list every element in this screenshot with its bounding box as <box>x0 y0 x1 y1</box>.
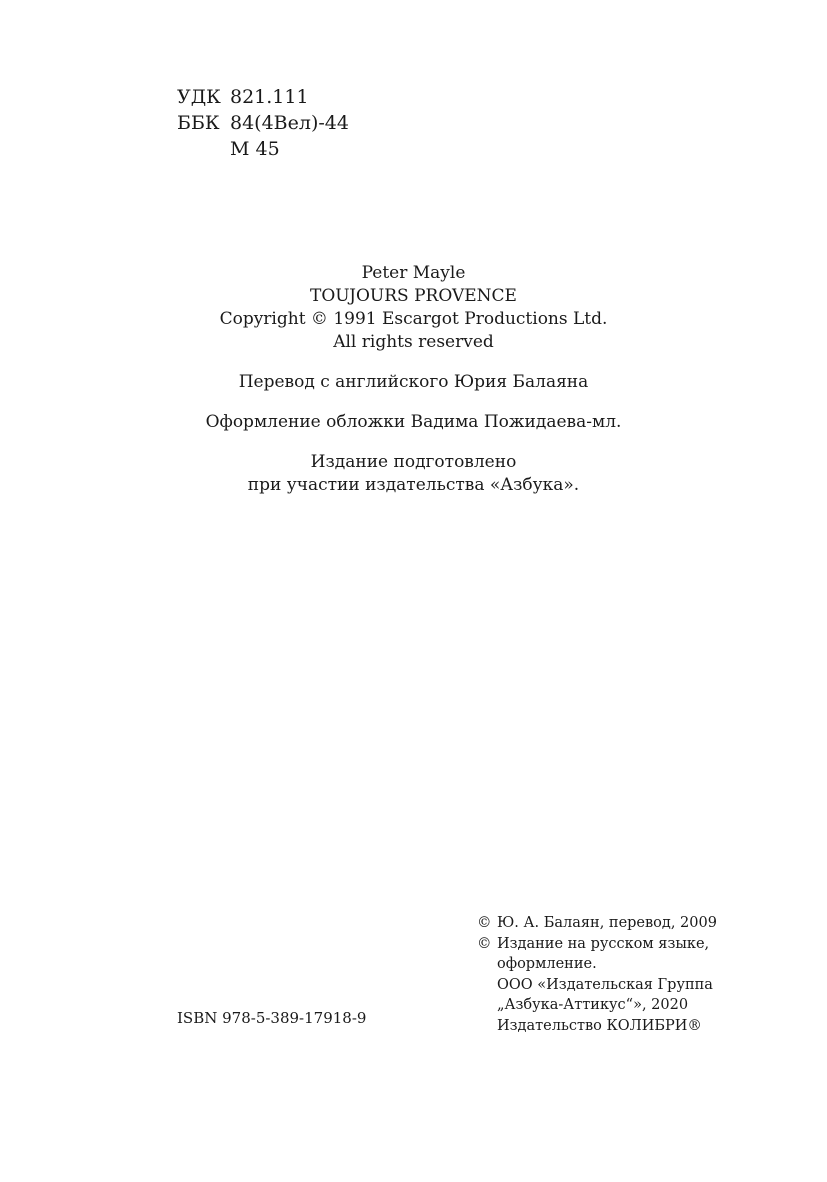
spacer <box>0 394 827 411</box>
author-name: Peter Mayle <box>361 263 466 283</box>
translation-copyright-text: Ю. А. Балаян, перевод, 2009 <box>497 915 717 931</box>
translation-copyright <box>477 913 797 934</box>
author-mark-row <box>177 136 349 162</box>
edition-note-line-1: Издание подготовлено <box>310 452 517 472</box>
credits-block <box>0 262 827 497</box>
rights-reserved: All rights reserved <box>333 332 494 352</box>
copyright-sign: © <box>477 915 492 931</box>
translation-credit: Перевод с английского Юрия Балаяна <box>238 372 589 392</box>
bbk-value: 84(4Вел)-44 <box>230 112 349 134</box>
isbn: ISBN 978-5-389-17918-9 <box>177 1009 367 1027</box>
edition-copyright-line: „Азбука-Аттикус“», 2020 <box>497 997 689 1013</box>
spacer <box>0 354 827 371</box>
author-mark-value: М 45 <box>230 138 280 160</box>
udk-row <box>177 84 349 110</box>
edition-copyright <box>477 934 797 1037</box>
udk-value: 821.111 <box>230 86 309 108</box>
original-copyright: Copyright © 1991 Escargot Productions Ltd. <box>219 309 608 329</box>
edition-copyright-line: Издание на русском языке, <box>497 935 710 952</box>
udk-key: УДК <box>177 86 221 108</box>
copyright-sign: © <box>477 935 492 952</box>
original-title: TOUJOURS PROVENCE <box>310 286 517 306</box>
classification-block <box>177 84 349 162</box>
bbk-key: ББК <box>177 112 220 134</box>
edition-copyright-line: оформление. <box>497 956 597 972</box>
spacer <box>0 434 827 451</box>
author-mark-key <box>177 136 230 162</box>
edition-note-line-2: при участии издательства «Азбука». <box>247 475 580 495</box>
cover-design-credit: Оформление обложки Вадима Пожидаева-мл. <box>205 412 622 432</box>
copyright-notices <box>477 913 797 1036</box>
edition-copyright-line: ООО «Издательская Группа <box>497 976 713 993</box>
bbk-row <box>177 110 349 136</box>
edition-copyright-text <box>497 934 713 1037</box>
edition-copyright-line: Издательство КОЛИБРИ® <box>497 1017 702 1034</box>
